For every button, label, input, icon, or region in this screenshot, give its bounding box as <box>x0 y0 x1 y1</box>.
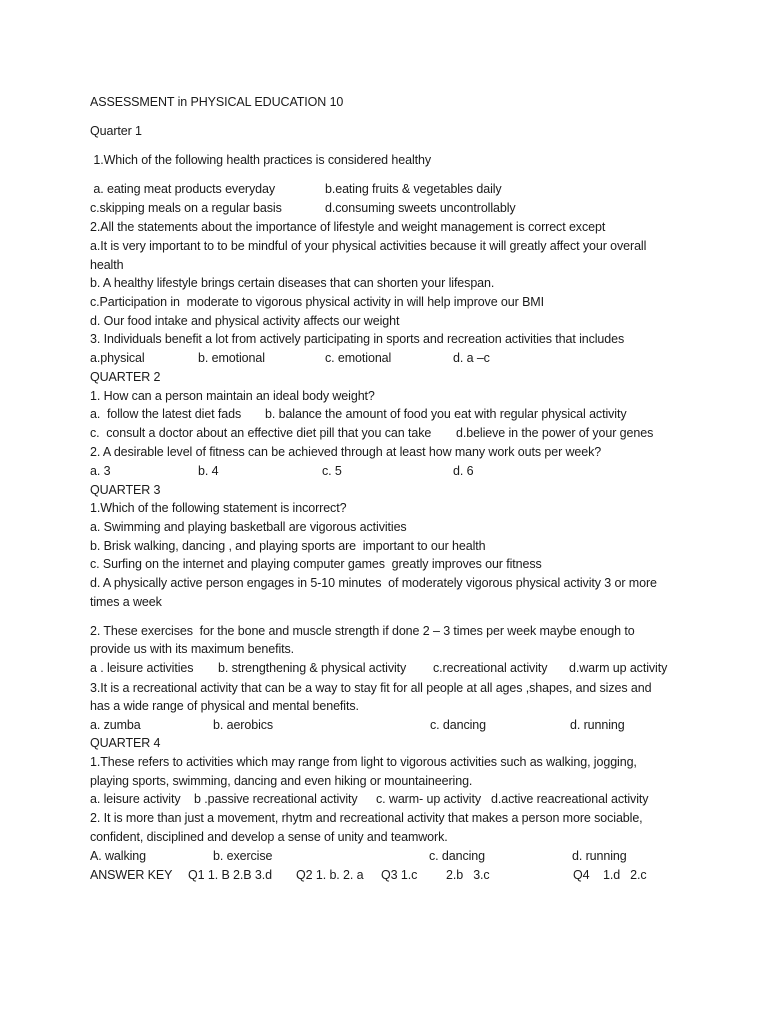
answer-key-q4: Q4 1.d 2.c <box>573 868 647 882</box>
q2-2-question: 2. A desirable level of fitness can be achieved through at least how many work outs per week? <box>90 445 602 459</box>
q2-2-option-a: a. 3 <box>90 464 111 478</box>
q4-1-option-b: b .passive recreational activity <box>194 792 358 806</box>
q3-2-option-c: c.recreational activity <box>433 661 548 675</box>
q3-1-option-d-line2: times a week <box>90 595 162 609</box>
q3-1-option-b: b. Brisk walking, dancing , and playing sports are important to our health <box>90 539 486 553</box>
q3-2-question-line1: 2. These exercises for the bone and muscle strength if done 2 – 3 times per week maybe enough to <box>90 624 635 638</box>
q1-2-option-b: b. A healthy lifestyle brings certain diseases that can shorten your lifespan. <box>90 276 495 290</box>
answer-key-q1: Q1 1. B 2.B 3.d <box>188 868 272 882</box>
quarter-1-heading: Quarter 1 <box>90 124 142 138</box>
q3-1-option-a: a. Swimming and playing basketball are vigorous activities <box>90 520 407 534</box>
q3-2-question-line2: provide us with its maximum benefits. <box>90 642 295 656</box>
q3-3-question-line1: 3.It is a recreational activity that can be a way to stay fit for all people at all ages ,shapes, and sizes and <box>90 681 652 695</box>
q3-2-option-b: b. strengthening & physical activity <box>218 661 407 675</box>
q4-2-question-line2: confident, disciplined and develop a sense of unity and teamwork. <box>90 830 448 844</box>
q2-2-option-b: b. 4 <box>198 464 219 478</box>
q2-1-option-a: a. follow the latest diet fads <box>90 407 242 421</box>
q4-2-option-c: c. dancing <box>429 849 485 863</box>
quarter-4-heading: QUARTER 4 <box>90 736 161 750</box>
q1-1-option-d: d.consuming sweets uncontrollably <box>325 201 516 215</box>
q1-3-option-a: a.physical <box>90 351 145 365</box>
q4-1-question-line1: 1.These refers to activities which may range from light to vigorous activities such as walking, jogging, <box>90 755 637 769</box>
q2-1-option-d: d.believe in the power of your genes <box>456 426 654 440</box>
q4-1-option-a: a. leisure activity <box>90 792 181 806</box>
q1-3-option-d: d. a –c <box>453 351 490 365</box>
q3-3-option-a: a. zumba <box>90 718 141 732</box>
q4-2-option-d: d. running <box>572 849 627 863</box>
q3-3-question-line2: has a wide range of physical and mental benefits. <box>90 699 359 713</box>
q1-1-option-c: c.skipping meals on a regular basis <box>90 201 282 215</box>
q4-2-option-b: b. exercise <box>213 849 273 863</box>
q4-1-option-d: d.active reacreational activity <box>491 792 649 806</box>
answer-key-q3-a: Q3 1.c <box>381 868 418 882</box>
q2-2-option-c: c. 5 <box>322 464 342 478</box>
q4-2-question-line1: 2. It is more than just a movement, rhytm and recreational activity that makes a person more sociable, <box>90 811 643 825</box>
q3-3-option-b: b. aerobics <box>213 718 274 732</box>
q1-2-option-c: c.Participation in moderate to vigorous physical activity in will help improve our BMI <box>90 295 544 309</box>
q3-2-option-d: d.warm up activity <box>569 661 668 675</box>
q2-2-option-d: d. 6 <box>453 464 474 478</box>
q1-1-option-b: b.eating fruits & vegetables daily <box>325 182 502 196</box>
q1-3-option-c: c. emotional <box>325 351 392 365</box>
q3-2-option-a: a . leisure activities <box>90 661 194 675</box>
q3-1-option-d-line1: d. A physically active person engages in 5-10 minutes of moderately vigorous physical activity 3 or more <box>90 576 657 590</box>
quarter-3-heading: QUARTER 3 <box>90 483 161 497</box>
q2-1-option-b: b. balance the amount of food you eat with regular physical activity <box>265 407 627 421</box>
q2-1-question: 1. How can a person maintain an ideal body weight? <box>90 389 375 403</box>
answer-key-label: ANSWER KEY <box>90 868 173 882</box>
q3-3-option-c: c. dancing <box>430 718 486 732</box>
quarter-2-heading: QUARTER 2 <box>90 370 161 384</box>
q3-1-option-c: c. Surfing on the internet and playing computer games greatly improves our fitness <box>90 557 542 571</box>
q2-1-option-c: c. consult a doctor about an effective diet pill that you can take <box>90 426 432 440</box>
document-title: ASSESSMENT in PHYSICAL EDUCATION 10 <box>90 95 344 109</box>
q1-2-option-a-line2: health <box>90 258 124 272</box>
q4-1-option-c: c. warm- up activity <box>376 792 481 806</box>
q1-3-question: 3. Individuals benefit a lot from actively participating in sports and recreation activities that includes <box>90 332 625 346</box>
q1-2-option-a-line1: a.It is very important to to be mindful of your physical activities because it will greatly affect your overall <box>90 239 647 253</box>
q4-2-option-a: A. walking <box>90 849 146 863</box>
q4-1-question-line2: playing sports, swimming, dancing and even hiking or mountaineering. <box>90 774 473 788</box>
q1-3-option-b: b. emotional <box>198 351 265 365</box>
q1-1-question: 1.Which of the following health practices is considered healthy <box>90 153 432 167</box>
q1-1-option-a: a. eating meat products everyday <box>90 182 275 196</box>
q3-1-question: 1.Which of the following statement is incorrect? <box>90 501 347 515</box>
answer-key-q2: Q2 1. b. 2. a <box>296 868 364 882</box>
q1-2-option-d: d. Our food intake and physical activity affects our weight <box>90 314 400 328</box>
answer-key-q3-b: 2.b 3.c <box>446 868 490 882</box>
q1-2-question: 2.All the statements about the importance of lifestyle and weight management is correct except <box>90 220 606 234</box>
q3-3-option-d: d. running <box>570 718 625 732</box>
